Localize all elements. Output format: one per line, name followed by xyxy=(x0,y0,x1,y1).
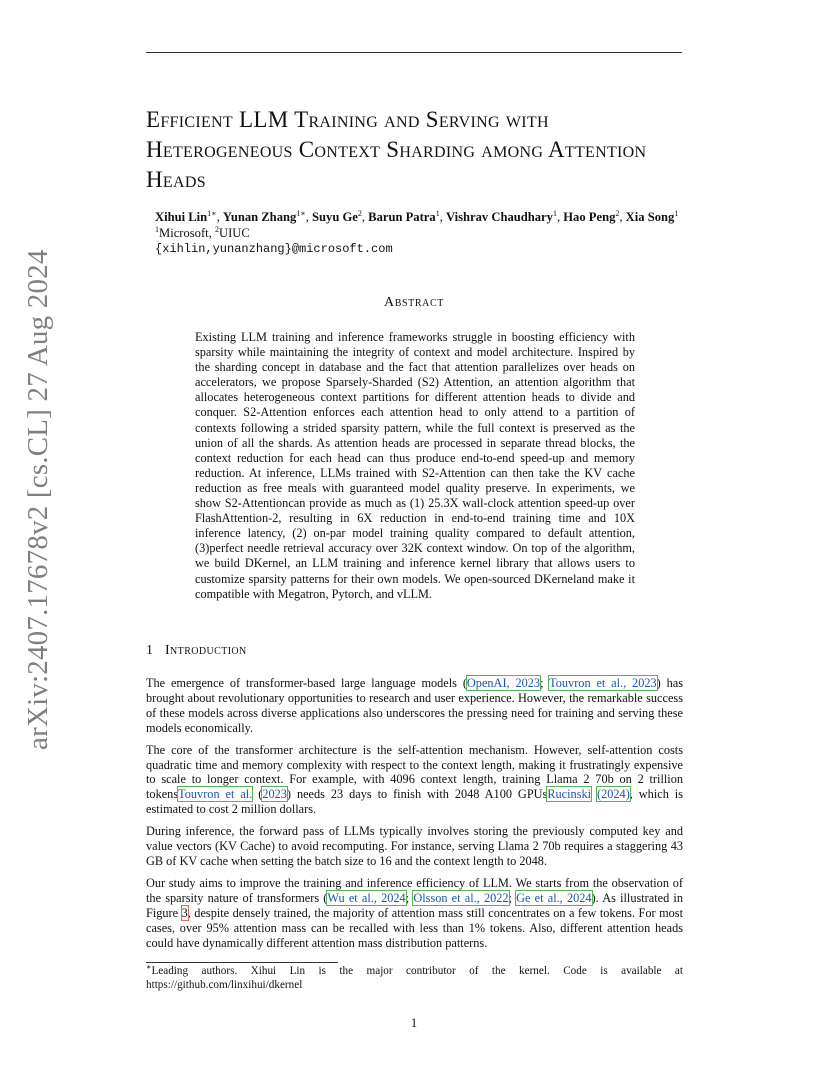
citation-link[interactable]: Touvron et al. xyxy=(178,787,253,802)
section-number: 1 xyxy=(146,643,153,658)
author-sup: 1∗ xyxy=(207,208,217,218)
citation-link[interactable]: OpenAI, 2023 xyxy=(466,676,541,690)
paragraph: The core of the transformer architecture is the self-attention mechanism. However, self-attention costs quadratic time and memory complexity with respect to the context length, making it frustratingly expensive to scale to longer context. For example, with 4096 context length, training Llama 2 70b on 2 trillion tokensTouvron et al. (2023) needs 23 days to finish with 2048 A100 GPUsRucinski (2024), which is estimated to cost 2 million dollars. xyxy=(146,742,683,817)
author-list: Xihui Lin$^{1∗}$, Yunan Zhang$^{1∗}$, Suyu Ge$^2$, Barun Patra$^1$, Vishrav Chaudhary$^1$, Hao Peng$^2$, Xia Song$^1$ xyxy=(155,208,679,224)
citation-link[interactable]: Wu et al., 2024 xyxy=(327,890,406,905)
footnote-mark: ∗ xyxy=(146,962,152,972)
section-title: Introduction xyxy=(165,643,247,658)
citation-link[interactable]: Olsson et al., 2022 xyxy=(413,890,509,905)
author-sup: 1 xyxy=(674,208,679,218)
arxiv-identifier: arXiv:2407.17678v2 [cs.CL] 27 Aug 2024 xyxy=(22,249,54,750)
author-name: Vishrav Chaudhary xyxy=(445,210,553,224)
author-name: Yunan Zhang xyxy=(222,210,297,224)
author-name: Barun Patra xyxy=(368,210,436,224)
footnote xyxy=(146,964,683,992)
abstract-heading: Abstract xyxy=(384,295,444,310)
author-name: Xihui Lin xyxy=(155,210,208,224)
author-name: Suyu Ge xyxy=(312,210,358,224)
paragraph: Our study aims to improve the training and inference efficiency of LLM. We starts from the observation of the sparsity nature of transformers (Wu et al., 2024; Olsson et al., 2022; Ge et al., 2024). As illustrated in Figure 3, despite densely trained, the majority of attention mass still concentrates on a few tokens. For most cases, over 95% attention mass can be recalled with less than 1% tokens. Also, different attention heads could have dynamically different attention mass distribution patterns. xyxy=(146,875,683,950)
author-sup: 1 xyxy=(435,208,440,218)
author-sup: 2 xyxy=(615,208,620,218)
section-body xyxy=(146,676,683,957)
figure-ref-link[interactable]: 3 xyxy=(181,905,188,920)
paper-title: Efficient LLM Training and Serving with Heterogeneous Context Sharding among Attention Heads xyxy=(146,107,647,192)
author-block xyxy=(155,209,755,257)
citation-link[interactable]: Ge et al., 2024 xyxy=(516,890,592,905)
footnote-text: Leading authors. Xihui Lin is the major contributor of the kernel. Code is available at https://github.com/linxihui/dkernel xyxy=(146,965,683,991)
citation-link[interactable]: Touvron et al., 2023 xyxy=(549,676,657,690)
top-rule xyxy=(146,52,682,53)
author-name: Hao Peng xyxy=(563,210,616,224)
section-heading xyxy=(146,643,247,659)
page-number: 1 xyxy=(410,1016,418,1030)
citation-link[interactable]: Rucinski xyxy=(547,787,592,802)
footnote-rule xyxy=(146,962,338,963)
author-sup: 1∗ xyxy=(296,208,306,218)
paragraph: During inference, the forward pass of LLMs typically involves storing the previously computed key and value vectors (KV Cache) to avoid recomputing. For instance, serving Llama 2 70b requires a staggering 43 GB of KV cache when setting the batch size to 16 and the context length to 2048. xyxy=(146,824,683,868)
citation-link[interactable]: (2024) xyxy=(597,787,630,802)
affiliations: $^1$Microsoft, $^2$UIUC xyxy=(155,224,250,240)
author-name: Xia Song xyxy=(625,210,675,224)
citation-link[interactable]: 2023 xyxy=(262,787,287,802)
paragraph: The emergence of transformer-based large language models (OpenAI, 2023; Touvron et al., 2023) has brought about revolutionary opportunities to research and user experience. However, the remarkable success of these models across diverse applications also underscores the pressing need for training and serving these models economically. xyxy=(146,676,683,735)
author-sup: 2 xyxy=(357,208,362,218)
author-email: {xihlin,yunanzhang}@microsoft.com xyxy=(155,242,393,256)
author-sup: 1 xyxy=(552,208,557,218)
abstract-text: Existing LLM training and inference frameworks struggle in boosting efficiency with sparsity while maintaining the integrity of context and model architecture. Inspired by the sharding concept in database and the fact that attention parallelizes over heads on accelerators, we propose Sparsely-Sharded (S2) Attention, an attention algorithm that allocates heterogeneous context partitions for different attention heads to divide and conquer. S2-Attention enforces each attention head to only attend to a partition of contexts following a strided sparsity pattern, while the full context is preserved as the union of all the shards. As attention heads are processed in separate thread blocks, the context reduction for each head can thus produce end-to-end speed-up and memory reduction. At inference, LLMs trained with S2-Attention can then take the KV cache reduction as free meals with guaranteed model quality preserve. In experiments, we show S2-Attentioncan provide as much as (1) 25.3X wall-clock attention speed-up over FlashAttention-2, resulting in 6X reduction in end-to-end training time and 10X inference latency, (2) on-par model training quality compared to default attention, (3)perfect needle retrieval accuracy over 32K context window. On top of the algorithm, we build DKernel, an LLM training and inference kernel library that allows users to customize sparsity patterns for their own models. We open-sourced DKerneland make it compatible with Megatron, Pytorch, and vLLM. xyxy=(195,330,635,601)
